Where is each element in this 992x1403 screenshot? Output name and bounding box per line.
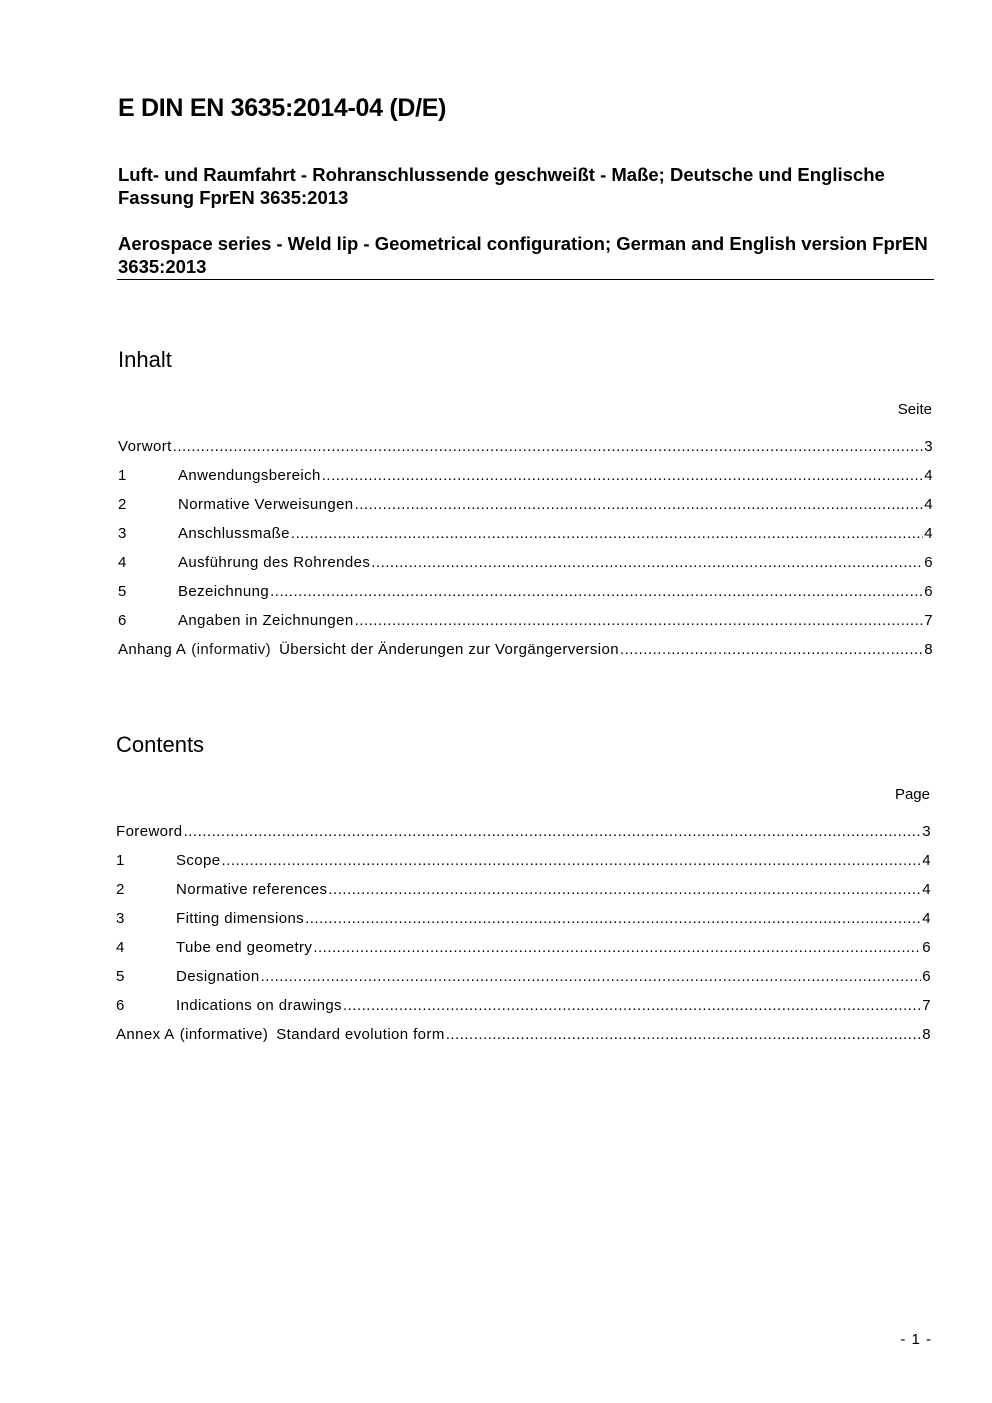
- toc-entry-page: 4: [924, 496, 933, 513]
- toc-english-entry-1[interactable]: [116, 852, 931, 881]
- subtitle-english: Aerospace series - Weld lip - Geometrical configuration; German and English version FprEN 3635:2013: [118, 233, 928, 277]
- toc-entry-number: 3: [116, 910, 125, 927]
- toc-german-entry-3[interactable]: [118, 525, 933, 554]
- toc-entry-text: Tube end geometry: [176, 939, 313, 956]
- toc-entry-page: 4: [924, 525, 933, 542]
- dot-leader: [343, 997, 921, 1015]
- toc-entry-page: 6: [922, 968, 931, 985]
- toc-entry-text: Normative Verweisungen: [178, 496, 354, 513]
- toc-entry-text: Indications on drawings: [176, 997, 342, 1014]
- toc-entry-text: Designation: [176, 968, 260, 985]
- toc-german-heading: Inhalt: [118, 347, 172, 372]
- toc-annex-text: Übersicht der Änderungen zur Vorgängerversion: [279, 641, 619, 658]
- toc-entry-text: Bezeichnung: [178, 583, 270, 600]
- dot-leader: [313, 939, 921, 957]
- dot-leader: [355, 612, 924, 630]
- dot-leader: [291, 525, 923, 543]
- dot-leader: [305, 910, 921, 928]
- toc-german-entry-4[interactable]: [118, 554, 933, 583]
- toc-entry-page: 7: [922, 997, 931, 1014]
- toc-annex-label: Anhang A: [118, 641, 187, 658]
- dot-leader: [184, 823, 922, 841]
- toc-german-entry-2[interactable]: [118, 496, 933, 525]
- dot-leader: [173, 438, 924, 456]
- toc-german-page-label: Seite: [897, 401, 932, 418]
- toc-entry-number: 1: [116, 852, 125, 869]
- toc-english: [116, 731, 931, 1056]
- toc-german-entry-foreword[interactable]: [118, 438, 933, 467]
- toc-entry-page: 3: [922, 823, 931, 840]
- toc-entry-number: 2: [118, 496, 127, 513]
- toc-english-entry-6[interactable]: [116, 997, 931, 1026]
- toc-annex-qualifier: (informativ): [191, 641, 272, 658]
- toc-entry-page: 8: [922, 1026, 931, 1043]
- toc-entry-text: Ausführung des Rohrendes: [178, 554, 371, 571]
- toc-entry-number: 1: [118, 467, 127, 484]
- toc-english-entry-2[interactable]: [116, 881, 931, 910]
- toc-german-entry-5[interactable]: [118, 583, 933, 612]
- toc-entry-page: 4: [922, 881, 931, 898]
- toc-entry-number: 5: [116, 968, 125, 985]
- toc-entry-number: 6: [118, 612, 127, 629]
- toc-entry-number: 4: [116, 939, 125, 956]
- toc-entry-page: 4: [922, 852, 931, 869]
- toc-german: [118, 346, 933, 671]
- toc-entry-text: Angaben in Zeichnungen: [178, 612, 354, 629]
- toc-english-entry-annex-a[interactable]: [116, 1026, 931, 1056]
- dot-leader: [446, 1026, 922, 1044]
- toc-annex-text: Standard evolution form: [276, 1026, 445, 1043]
- toc-annex-qualifier: (informative): [179, 1026, 269, 1043]
- toc-english-page-label: Page: [894, 786, 930, 803]
- toc-entry-page: 6: [924, 554, 933, 571]
- toc-entry-number: 3: [118, 525, 127, 542]
- document-title: E DIN EN 3635:2014-04 (D/E): [118, 94, 447, 122]
- toc-entry-page: 6: [922, 939, 931, 956]
- subtitle-german: Luft- und Raumfahrt - Rohranschlussende geschweißt - Maße; Deutsche und Englische Fassung FprEN 3635:2013: [118, 164, 885, 208]
- toc-german-entry-6[interactable]: [118, 612, 933, 641]
- toc-entry-text: Normative references: [176, 881, 328, 898]
- dot-leader: [371, 554, 923, 572]
- toc-entry-number: 4: [118, 554, 127, 571]
- dot-leader: [222, 852, 922, 870]
- toc-entry-page: 4: [924, 467, 933, 484]
- dot-leader: [620, 641, 923, 659]
- toc-entry-text: Anwendungsbereich: [178, 467, 321, 484]
- toc-entry-text: Anschlussmaße: [178, 525, 290, 542]
- toc-english-heading: Contents: [116, 732, 205, 757]
- toc-entry-page: 4: [922, 910, 931, 927]
- toc-english-entry-5[interactable]: [116, 968, 931, 997]
- dot-leader: [261, 968, 922, 986]
- toc-entry-text: Vorwort: [118, 438, 172, 455]
- dot-leader: [328, 881, 921, 899]
- toc-german-entry-annex-a[interactable]: [118, 641, 933, 671]
- toc-entry-number: 6: [116, 997, 125, 1014]
- toc-german-entry-1[interactable]: [118, 467, 933, 496]
- toc-english-entry-foreword[interactable]: [116, 823, 931, 852]
- toc-entry-number: 2: [116, 881, 125, 898]
- page-number: - 1 -: [900, 1331, 932, 1348]
- dot-leader: [270, 583, 923, 601]
- toc-english-entry-3[interactable]: [116, 910, 931, 939]
- toc-annex-label: Annex A: [116, 1026, 175, 1043]
- toc-entry-text: Foreword: [116, 823, 183, 840]
- toc-entry-text: Scope: [176, 852, 221, 869]
- toc-entry-number: 5: [118, 583, 127, 600]
- toc-entry-page: 7: [924, 612, 933, 629]
- dot-leader: [322, 467, 924, 485]
- toc-entry-page: 3: [924, 438, 933, 455]
- toc-entry-page: 6: [924, 583, 933, 600]
- toc-english-entry-4[interactable]: [116, 939, 931, 968]
- dot-leader: [355, 496, 924, 514]
- title-divider: [117, 279, 934, 280]
- toc-entry-text: Fitting dimensions: [176, 910, 305, 927]
- toc-entry-page: 8: [924, 641, 933, 658]
